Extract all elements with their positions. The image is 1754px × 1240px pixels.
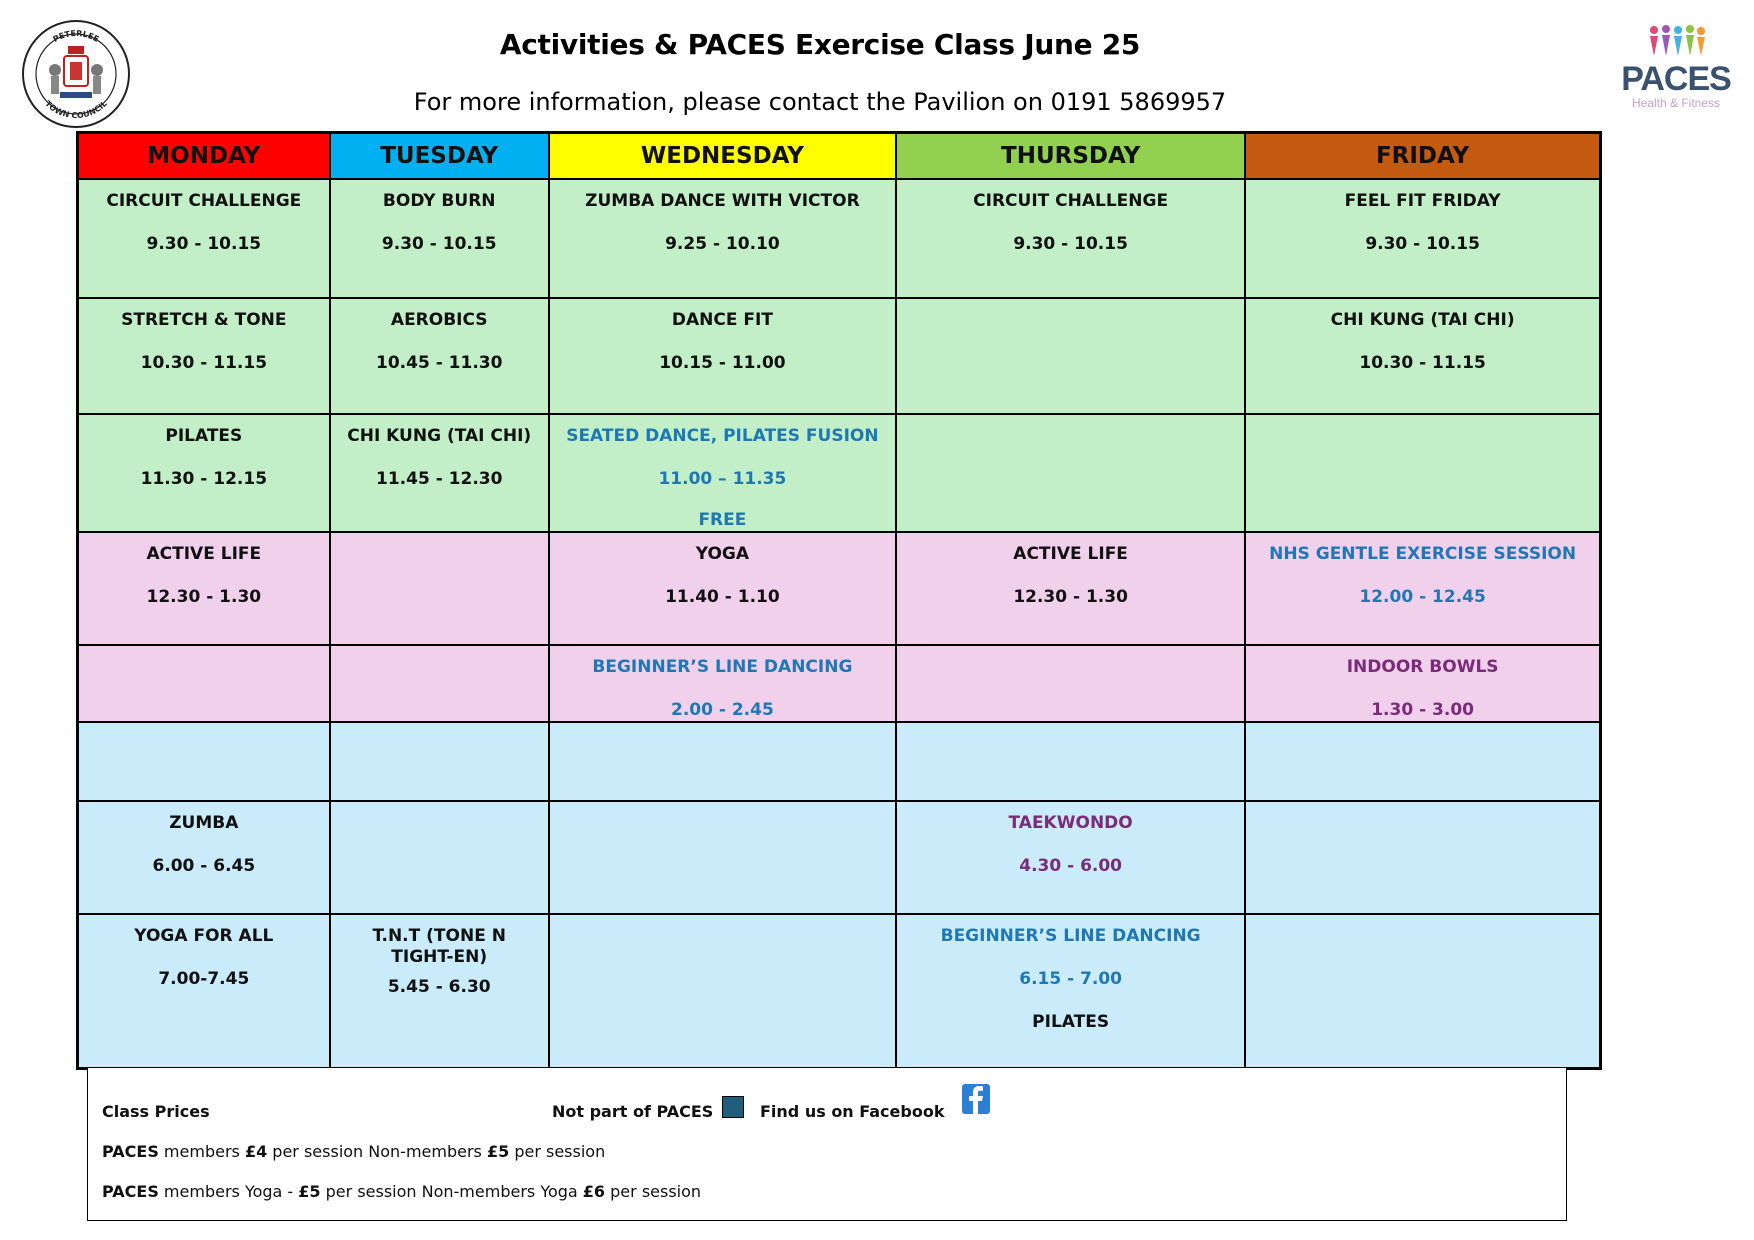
- class-time: 6.15 - 7.00: [1019, 969, 1123, 989]
- class-cell-empty: [1245, 414, 1600, 532]
- table-row: [78, 298, 1601, 414]
- class-cell: [1245, 298, 1600, 414]
- class-name: STRETCH & TONE: [121, 310, 287, 330]
- class-name: BEGINNER’S LINE DANCING: [592, 657, 853, 677]
- class-name: YOGA: [695, 544, 750, 564]
- class-cell: [1245, 645, 1600, 722]
- class-cell: [1245, 179, 1600, 298]
- class-cell-empty: [330, 532, 549, 645]
- class-cell-empty: [549, 914, 896, 1068]
- class-cell: [549, 414, 896, 532]
- class-cell-empty: [1245, 914, 1600, 1068]
- class-time: 11.45 - 12.30: [376, 469, 503, 489]
- day-header-thursday: THURSDAY: [896, 133, 1245, 180]
- peterlee-town-council-crest: [20, 18, 132, 130]
- table-row: [78, 532, 1601, 645]
- class-cell: [78, 298, 330, 414]
- class-name: TAEKWONDO: [1008, 813, 1133, 833]
- paces-people-icon: [1646, 24, 1706, 60]
- facebook-label: Find us on Facebook: [760, 1102, 945, 1121]
- class-timetable: [76, 131, 1602, 1070]
- class-name: AEROBICS: [390, 310, 488, 330]
- class-name: DANCE FIT: [671, 310, 773, 330]
- class-cell-empty: [896, 645, 1245, 722]
- price-line-standard: PACES members £4 per session Non-members £5 per session: [102, 1142, 606, 1161]
- class-prices-box: [87, 1067, 1567, 1221]
- class-cell: [78, 914, 330, 1068]
- class-cell: [896, 532, 1245, 645]
- table-row: [78, 914, 1601, 1068]
- class-cell: [896, 179, 1245, 298]
- table-row: [78, 645, 1601, 722]
- class-cell: [549, 179, 896, 298]
- class-time: 9.30 - 10.15: [381, 234, 497, 254]
- class-name: FEEL FIT FRIDAY: [1344, 191, 1501, 211]
- class-time: 11.30 - 12.15: [140, 469, 268, 489]
- class-time: 2.00 - 2.45: [671, 700, 774, 720]
- contact-info: For more information, please contact the Pavilion on 0191 5869957: [413, 88, 1227, 116]
- class-name: SEATED DANCE, PILATES FUSION: [566, 426, 879, 446]
- class-time: 7.00-7.45: [158, 969, 250, 989]
- class-name: CIRCUIT CHALLENGE: [973, 191, 1169, 211]
- class-cell-empty: [330, 722, 549, 801]
- class-cell-empty: [896, 722, 1245, 801]
- class-time: 10.30 - 11.15: [140, 353, 268, 373]
- class-cell: [330, 179, 549, 298]
- class-time: 9.30 - 10.15: [146, 234, 262, 254]
- class-time: 12.30 - 1.30: [146, 587, 262, 607]
- table-row: [78, 179, 1601, 298]
- class-time: 11.00 – 11.35: [658, 469, 787, 489]
- class-cell-empty: [549, 801, 896, 914]
- class-time: 10.30 - 11.15: [1359, 353, 1486, 373]
- class-cell: [78, 532, 330, 645]
- class-name: T.N.T (TONE N TIGHT-EN): [372, 926, 506, 967]
- class-time: 9.25 - 10.10: [665, 234, 780, 254]
- table-row: [78, 801, 1601, 914]
- class-time: 10.45 - 11.30: [376, 353, 503, 373]
- class-cell-empty: [549, 722, 896, 801]
- paces-logo-name: PACES: [1621, 60, 1731, 98]
- not-part-of-paces-swatch: [722, 1096, 744, 1118]
- class-cell-empty: [78, 645, 330, 722]
- class-time: 12.30 - 1.30: [1013, 587, 1128, 607]
- class-name: CHI KUNG (TAI CHI): [347, 426, 532, 446]
- class-name: CIRCUIT CHALLENGE: [106, 191, 302, 211]
- class-cell: [549, 532, 896, 645]
- class-prices-label: Class Prices: [102, 1102, 210, 1121]
- crest-bottom-text: TOWN COUNCIL: [43, 99, 109, 121]
- class-time: 10.15 - 11.00: [659, 353, 786, 373]
- class-cell-empty: [1245, 722, 1600, 801]
- class-cell-empty: [896, 414, 1245, 532]
- day-header-wednesday: WEDNESDAY: [549, 133, 896, 180]
- class-cell-empty: [896, 298, 1245, 414]
- class-time: 9.30 - 10.15: [1013, 234, 1128, 254]
- class-cell: [78, 179, 330, 298]
- class-name: BODY BURN: [382, 191, 496, 211]
- class-cell: [78, 801, 330, 914]
- class-name: NHS GENTLE EXERCISE SESSION: [1269, 544, 1577, 564]
- class-name: PILATES: [165, 426, 243, 446]
- class-name: ACTIVE LIFE: [146, 544, 262, 564]
- class-cell-empty: [330, 645, 549, 722]
- class-cell: [549, 298, 896, 414]
- class-name: BEGINNER’S LINE DANCING: [940, 926, 1201, 946]
- class-cell: [330, 414, 549, 532]
- class-cell: [549, 645, 896, 722]
- class-cell-empty: [330, 801, 549, 914]
- paces-logo: [1606, 22, 1746, 132]
- class-note: FREE: [698, 510, 747, 530]
- class-name: ACTIVE LIFE: [1013, 544, 1128, 564]
- class-time: 11.40 - 1.10: [665, 587, 780, 607]
- class-cell-empty: [1245, 801, 1600, 914]
- class-note: PILATES: [1032, 1012, 1110, 1032]
- table-row: [78, 414, 1601, 532]
- day-header-tuesday: TUESDAY: [330, 133, 549, 180]
- class-cell: [78, 414, 330, 532]
- paces-logo-tagline: Health & Fitness: [1631, 96, 1721, 110]
- class-cell: [330, 298, 549, 414]
- class-time: 4.30 - 6.00: [1019, 856, 1123, 876]
- class-cell: [330, 914, 549, 1068]
- class-time: 9.30 - 10.15: [1365, 234, 1480, 254]
- class-name: YOGA FOR ALL: [134, 926, 274, 946]
- class-name: INDOOR BOWLS: [1346, 657, 1499, 677]
- class-cell: [896, 801, 1245, 914]
- day-header-monday: MONDAY: [78, 133, 330, 180]
- class-time: 1.30 - 3.00: [1371, 700, 1474, 720]
- page-title: Activities & PACES Exercise Class June 25: [499, 28, 1141, 61]
- class-name: ZUMBA: [169, 813, 239, 833]
- class-time: 5.45 - 6.30: [387, 977, 491, 997]
- not-part-of-paces-label: Not part of PACES: [552, 1102, 714, 1121]
- class-cell-empty: [78, 722, 330, 801]
- facebook-icon[interactable]: [962, 1084, 990, 1114]
- class-time: 12.00 - 12.45: [1359, 587, 1486, 607]
- table-row: [78, 722, 1601, 801]
- class-cell: [896, 914, 1245, 1068]
- class-name: ZUMBA DANCE WITH VICTOR: [585, 191, 860, 211]
- day-header-friday: FRIDAY: [1245, 133, 1600, 180]
- crest-top-text: PETERLEE: [51, 28, 101, 44]
- price-line-yoga: PACES members Yoga - £5 per session Non-members Yoga £6 per session: [102, 1182, 702, 1201]
- class-cell: [1245, 532, 1600, 645]
- class-name: CHI KUNG (TAI CHI): [1330, 310, 1515, 330]
- class-time: 6.00 - 6.45: [152, 856, 256, 876]
